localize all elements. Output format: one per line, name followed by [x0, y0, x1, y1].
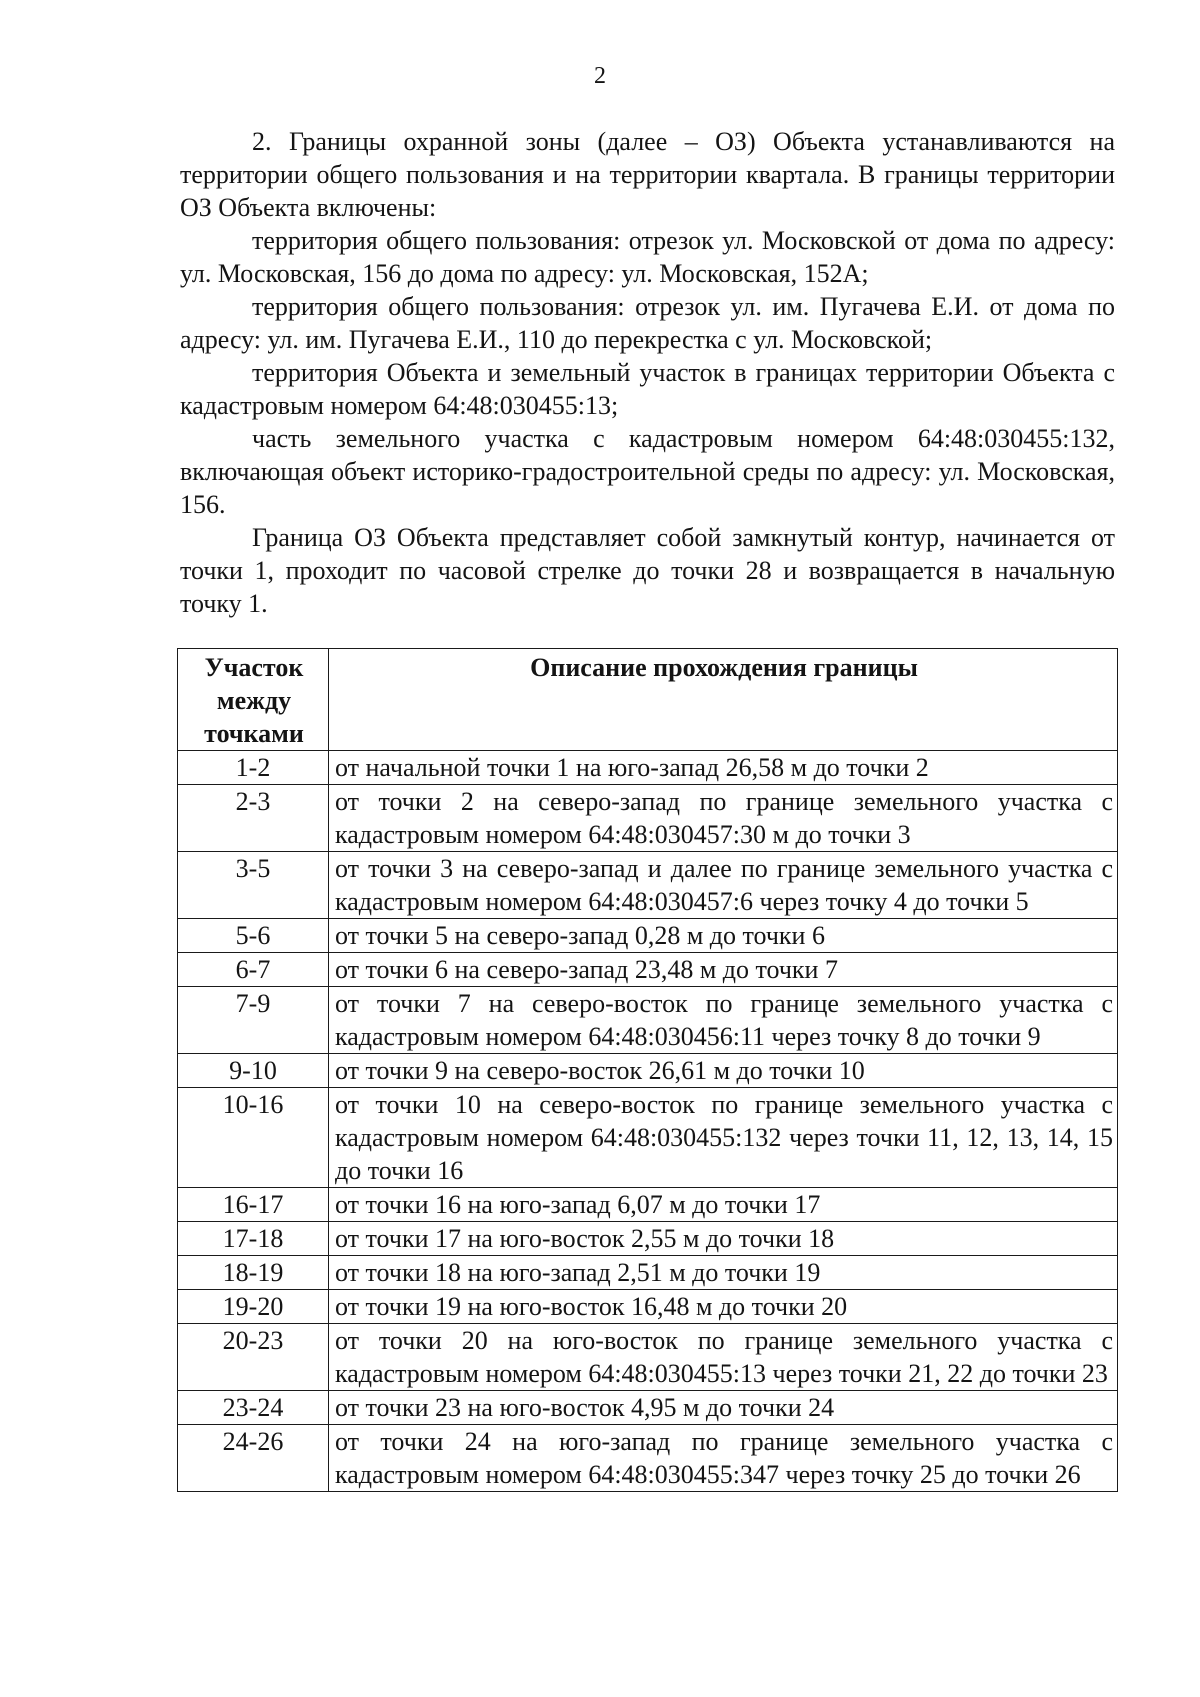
segment-cell: 9-10	[178, 1054, 329, 1088]
segment-cell: 10-16	[178, 1088, 329, 1188]
description-cell: от точки 19 на юго-восток 16,48 м до точки 20	[329, 1290, 1118, 1324]
table-row	[178, 1088, 1118, 1188]
segment-cell: 5-6	[178, 919, 329, 953]
table-row	[178, 1425, 1118, 1492]
header-segment: Участок между точками	[178, 649, 329, 751]
description-cell: от точки 23 на юго-восток 4,95 м до точки 24	[329, 1391, 1118, 1425]
segment-cell: 18-19	[178, 1256, 329, 1290]
table-row	[178, 852, 1118, 919]
segment-cell: 23-24	[178, 1391, 329, 1425]
table-row	[178, 785, 1118, 852]
table-body	[178, 751, 1118, 1492]
table-row	[178, 1054, 1118, 1088]
description-cell: от точки 18 на юго-запад 2,51 м до точки 19	[329, 1256, 1118, 1290]
header-description: Описание прохождения границы	[329, 649, 1118, 751]
description-cell: от точки 2 на северо-запад по границе земельного участка с кадастровым номером 64:48:030457:30 м до точки 3	[329, 785, 1118, 852]
table-row	[178, 987, 1118, 1054]
intro-paragraph: Граница ОЗ Объекта представляет собой замкнутый контур, начинается от точки 1, проходит по часовой стрелке до точки 28 и возвращается в начальную точку 1.	[180, 523, 1115, 618]
table-row	[178, 1222, 1118, 1256]
intro-paragraph: часть земельного участка с кадастровым номером 64:48:030455:132, включающая объект историко-градостроительной среды по адресу: ул. Московская, 156.	[180, 424, 1115, 519]
description-cell: от точки 3 на северо-запад и далее по границе земельного участка с кадастровым номером 64:48:030457:6 через точку 4 до точки 5	[329, 852, 1118, 919]
intro-text	[180, 125, 1115, 620]
description-cell: от точки 9 на северо-восток 26,61 м до точки 10	[329, 1054, 1118, 1088]
intro-paragraph: территория общего пользования: отрезок ул. Московской от дома по адресу: ул. Московская, 156 до дома по адресу: ул. Московская, 152А;	[180, 226, 1115, 288]
table-row	[178, 1256, 1118, 1290]
table-row	[178, 1324, 1118, 1391]
table-row	[178, 953, 1118, 987]
intro-paragraph: территория Объекта и земельный участок в границах территории Объекта с кадастровым номером 64:48:030455:13;	[180, 358, 1115, 420]
description-cell: от точки 5 на северо-запад 0,28 м до точки 6	[329, 919, 1118, 953]
description-cell: от точки 10 на северо-восток по границе земельного участка с кадастровым номером 64:48:030455:132 через точки 11, 12, 13, 14, 15 до точки 16	[329, 1088, 1118, 1188]
segment-cell: 7-9	[178, 987, 329, 1054]
segment-cell: 3-5	[178, 852, 329, 919]
segment-cell: 17-18	[178, 1222, 329, 1256]
segment-cell: 19-20	[178, 1290, 329, 1324]
description-cell: от точки 6 на северо-запад 23,48 м до точки 7	[329, 953, 1118, 987]
table-header-row	[178, 649, 1118, 751]
table-row	[178, 919, 1118, 953]
page-number: 2	[594, 63, 606, 89]
segment-cell: 2-3	[178, 785, 329, 852]
table-row	[178, 1188, 1118, 1222]
description-cell: от точки 20 на юго-восток по границе земельного участка с кадастровым номером 64:48:030455:13 через точки 21, 22 до точки 23	[329, 1324, 1118, 1391]
description-cell: от начальной точки 1 на юго-запад 26,58 м до точки 2	[329, 751, 1118, 785]
segment-cell: 24-26	[178, 1425, 329, 1492]
description-cell: от точки 16 на юго-запад 6,07 м до точки 17	[329, 1188, 1118, 1222]
boundary-table	[177, 648, 1118, 1492]
table-row	[178, 1290, 1118, 1324]
description-cell: от точки 7 на северо-восток по границе земельного участка с кадастровым номером 64:48:030456:11 через точку 8 до точки 9	[329, 987, 1118, 1054]
table-row	[178, 751, 1118, 785]
segment-cell: 1-2	[178, 751, 329, 785]
segment-cell: 6-7	[178, 953, 329, 987]
segment-cell: 16-17	[178, 1188, 329, 1222]
segment-cell: 20-23	[178, 1324, 329, 1391]
intro-paragraph: 2. Границы охранной зоны (далее – ОЗ) Объекта устанавливаются на территории общего пользования и на территории квартала. В границы территории ОЗ Объекта включены:	[180, 127, 1115, 222]
table-row	[178, 1391, 1118, 1425]
intro-paragraph: территория общего пользования: отрезок ул. им. Пугачева Е.И. от дома по адресу: ул. им. Пугачева Е.И., 110 до перекрестка с ул. Московской;	[180, 292, 1115, 354]
description-cell: от точки 24 на юго-запад по границе земельного участка с кадастровым номером 64:48:030455:347 через точку 25 до точки 26	[329, 1425, 1118, 1492]
description-cell: от точки 17 на юго-восток 2,55 м до точки 18	[329, 1222, 1118, 1256]
